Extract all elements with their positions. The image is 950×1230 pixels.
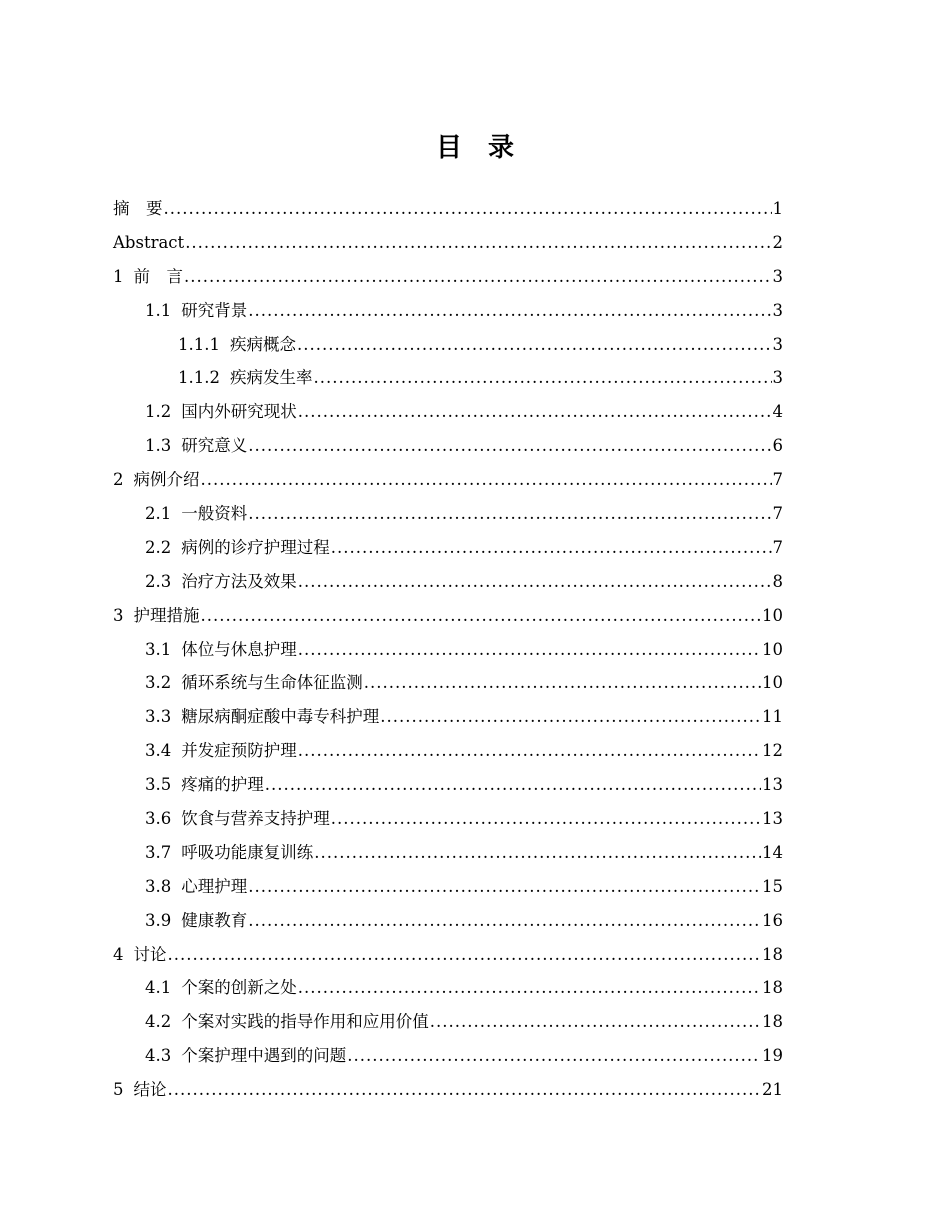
toc-dot-leader	[248, 429, 771, 463]
toc-entry-number: 3.9	[145, 910, 172, 930]
toc-entry-label: 个案对实践的指导作用和应用价值	[181, 1012, 429, 1032]
toc-entry-page-number: 3	[772, 266, 783, 286]
toc-entry-number: 1.1	[145, 300, 172, 320]
toc-entry-page-number: 13	[762, 809, 783, 829]
toc-dot-leader	[380, 700, 761, 734]
toc-entry[interactable]	[113, 904, 783, 938]
toc-entry-number: 3.6	[145, 809, 172, 829]
toc-dot-leader	[364, 666, 761, 700]
toc-dot-leader	[265, 768, 761, 802]
toc-entry-number: 4.2	[145, 1012, 172, 1032]
toc-entry-label: 疼痛的护理	[181, 775, 264, 795]
toc-dot-leader	[331, 531, 772, 565]
toc-dot-leader	[314, 836, 761, 870]
toc-dot-leader	[168, 1073, 762, 1107]
toc-entry-label: 研究背景	[181, 300, 248, 320]
toc-entry-label: 前 言	[133, 266, 183, 286]
toc-entry-label: 研究意义	[181, 436, 248, 456]
toc-entry-page-number: 18	[762, 944, 783, 964]
toc-entry[interactable]	[113, 1039, 783, 1073]
toc-entry-label: 心理护理	[181, 876, 248, 896]
toc-dot-leader	[347, 1039, 761, 1073]
toc-entry-page-number: 14	[762, 842, 783, 862]
toc-entry-label: 健康教育	[181, 910, 248, 930]
toc-dot-leader	[201, 463, 772, 497]
toc-entry-page-number: 15	[762, 876, 783, 896]
toc-entry-number: 2	[113, 470, 124, 490]
toc-entry[interactable]	[113, 395, 783, 429]
toc-entry-page-number: 19	[762, 1046, 783, 1066]
toc-entry-page-number: 13	[762, 775, 783, 795]
toc-entry-number: 3.8	[145, 876, 172, 896]
toc-entry-number: 3.5	[145, 775, 172, 795]
toc-entry-label: 病例的诊疗护理过程	[181, 537, 330, 557]
toc-dot-leader	[248, 294, 771, 328]
toc-entry-number: 2.2	[145, 537, 172, 557]
toc-entry-page-number: 12	[762, 741, 783, 761]
toc-entry[interactable]	[113, 565, 783, 599]
toc-dot-leader	[430, 1005, 761, 1039]
toc-entry-label: 个案护理中遇到的问题	[181, 1046, 347, 1066]
toc-entry[interactable]	[113, 192, 783, 226]
toc-dot-leader	[184, 260, 772, 294]
toc-entry-page-number: 16	[762, 910, 783, 930]
toc-entry-label: 讨论	[133, 944, 167, 964]
toc-entry-page-number: 11	[762, 707, 783, 727]
toc-entry-page-number: 7	[772, 470, 783, 490]
toc-entry-label: 国内外研究现状	[181, 402, 297, 422]
toc-entry-number: 1.1.2	[178, 368, 220, 388]
toc-entry-label: 循环系统与生命体征监测	[181, 673, 363, 693]
toc-dot-leader	[297, 328, 772, 362]
toc-entry-number: 1.2	[145, 402, 172, 422]
toc-dot-leader	[248, 904, 761, 938]
toc-entry[interactable]	[113, 836, 783, 870]
toc-entry[interactable]	[113, 226, 783, 260]
toc-entry[interactable]	[113, 260, 783, 294]
toc-entry-number: 1.1.1	[178, 334, 220, 354]
toc-entry-number: 3.1	[145, 639, 172, 659]
toc-entry-page-number: 7	[772, 504, 783, 524]
toc-entry-number: 4.1	[145, 978, 172, 998]
toc-entry[interactable]	[113, 666, 783, 700]
toc-dot-leader	[164, 192, 772, 226]
toc-entry[interactable]	[113, 633, 783, 667]
toc-entry-label: 呼吸功能康复训练	[181, 842, 314, 862]
toc-entry[interactable]	[113, 497, 783, 531]
toc-entry[interactable]	[113, 1005, 783, 1039]
toc-entry-number: 4	[113, 944, 124, 964]
toc-entry-number: 3.3	[145, 707, 172, 727]
toc-entry[interactable]	[113, 734, 783, 768]
toc-entry-label: 结论	[133, 1080, 167, 1100]
toc-entry-page-number: 2	[772, 232, 783, 252]
toc-entry[interactable]	[113, 802, 783, 836]
toc-entry-page-number: 7	[772, 537, 783, 557]
toc-entry-label: 一般资料	[181, 504, 248, 524]
toc-dot-leader	[298, 734, 761, 768]
toc-entry-number: 3.7	[145, 842, 172, 862]
toc-entry-page-number: 6	[772, 436, 783, 456]
toc-entry-number: 2.3	[145, 571, 172, 591]
toc-entry-number: 1	[113, 266, 124, 286]
toc-entry-page-number: 10	[762, 639, 783, 659]
toc-entry-label: 疾病发生率	[229, 368, 313, 388]
toc-entry[interactable]	[113, 1073, 783, 1107]
toc-entry-number: 4.3	[145, 1046, 172, 1066]
toc-entry-page-number: 3	[772, 368, 783, 388]
toc-entry-page-number: 10	[762, 605, 783, 625]
toc-entry-page-number: 1	[772, 199, 783, 218]
toc-entry[interactable]	[113, 429, 783, 463]
toc-dot-leader	[168, 938, 762, 972]
toc-entry[interactable]	[113, 599, 783, 633]
toc-dot-leader	[298, 633, 761, 667]
toc-entry-number: 3	[113, 605, 124, 625]
toc-entry-page-number: 10	[762, 673, 783, 693]
toc-entry[interactable]	[113, 768, 783, 802]
toc-title: 目 录	[435, 133, 514, 163]
toc-entry-page-number: 3	[772, 300, 783, 320]
toc-dot-leader	[201, 599, 762, 633]
toc-entry-label: 体位与休息护理	[181, 639, 297, 659]
toc-dot-leader	[313, 361, 771, 395]
toc-entry-page-number: 3	[772, 334, 783, 354]
toc-entry-label: 病例介绍	[133, 470, 200, 490]
toc-dot-leader	[298, 565, 772, 599]
toc-entry-label: 饮食与营养支持护理	[181, 809, 330, 829]
toc-entry[interactable]	[113, 531, 783, 565]
toc-entry[interactable]	[113, 361, 783, 395]
toc-entry-number: 5	[113, 1080, 124, 1100]
toc-entry-label: 个案的创新之处	[181, 978, 297, 998]
toc-entry-page-number: 8	[772, 571, 783, 591]
toc-entry[interactable]	[113, 938, 783, 972]
toc-entry[interactable]	[113, 700, 783, 734]
toc-entry-label: Abstract	[113, 232, 185, 252]
toc-entry-number: 2.1	[145, 504, 172, 524]
toc-entry-label: 治疗方法及效果	[181, 571, 297, 591]
toc-dot-leader	[248, 497, 771, 531]
toc-entry[interactable]	[113, 328, 783, 362]
toc-entry[interactable]	[113, 870, 783, 904]
toc-entry-label: 疾病概念	[229, 334, 296, 354]
toc-entry-number: 3.4	[145, 741, 172, 761]
toc-entry-page-number: 21	[762, 1080, 783, 1100]
toc-entry-number: 1.3	[145, 436, 172, 456]
toc-dot-leader	[298, 971, 761, 1005]
toc-entry-label: 糖尿病酮症酸中毒专科护理	[181, 707, 380, 727]
toc-entry-number: 3.2	[145, 673, 172, 693]
toc-dot-leader	[331, 802, 761, 836]
toc-entry-label: 摘 要	[113, 199, 163, 218]
toc-entry[interactable]	[113, 463, 783, 497]
toc-entry-page-number: 18	[762, 1012, 783, 1032]
toc-entry-page-number: 4	[772, 402, 783, 422]
toc-entry[interactable]	[113, 294, 783, 328]
toc-list	[113, 192, 783, 1107]
toc-entry-label: 护理措施	[133, 605, 200, 625]
toc-entry-page-number: 18	[762, 978, 783, 998]
toc-entry-label: 并发症预防护理	[181, 741, 297, 761]
toc-dot-leader	[185, 226, 771, 260]
toc-dot-leader	[248, 870, 761, 904]
toc-entry[interactable]	[113, 971, 783, 1005]
toc-dot-leader	[298, 395, 772, 429]
